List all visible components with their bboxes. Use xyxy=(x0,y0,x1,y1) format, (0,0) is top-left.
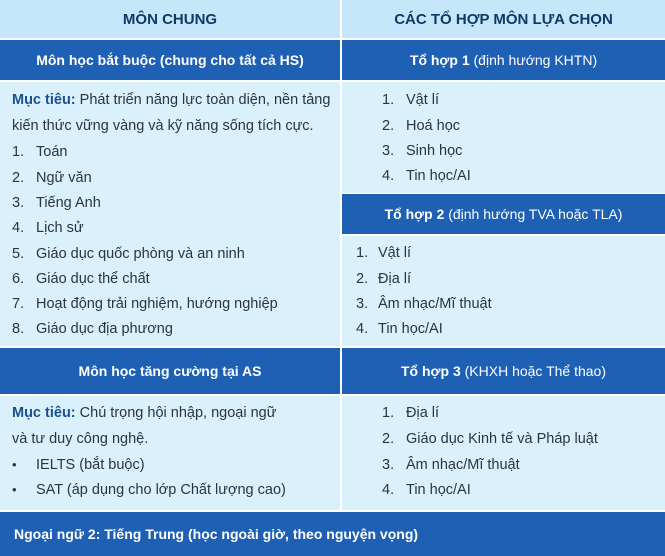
list-item xyxy=(356,245,411,261)
bullet-icon: • xyxy=(12,482,17,497)
enhanced-goal-line-1 xyxy=(12,405,276,421)
list-number: 4. xyxy=(382,168,395,184)
list-item xyxy=(12,144,67,160)
list-item xyxy=(356,321,443,337)
enhanced-goal-text-1: Chú trọng hội nhập, ngoại ngữ xyxy=(75,405,277,421)
list-label: Âm nhạc/Mĩ thuật xyxy=(378,296,492,312)
list-item xyxy=(12,271,150,287)
required-subjects-title: Môn học bắt buộc (chung cho tất cả HS) xyxy=(36,52,304,68)
list-label: Sinh học xyxy=(406,143,463,159)
list-label: Hoá học xyxy=(406,118,461,134)
enhanced-goal-label: Mục tiêu: xyxy=(12,405,76,421)
combo-1-panel xyxy=(342,82,665,193)
header-elective-combos: CÁC TỔ HỢP MÔN LỰA CHỌN xyxy=(342,0,665,38)
list-item xyxy=(382,118,460,134)
list-number: 6. xyxy=(12,271,25,287)
list-number: 4. xyxy=(356,321,369,337)
list-label: Giáo dục quốc phòng và an ninh xyxy=(36,246,245,262)
list-label: Tin học/AI xyxy=(406,482,471,498)
list-label: Vật lí xyxy=(406,92,440,108)
list-item xyxy=(12,170,92,186)
list-item xyxy=(382,405,439,421)
combo-2-name: Tổ hợp 2 xyxy=(384,206,445,222)
enhanced-goal-line-2: và tư duy công nghệ. xyxy=(12,431,149,447)
list-number: 7. xyxy=(12,296,25,312)
list-item xyxy=(382,431,598,447)
required-goal-text-1: Phát triển năng lực toàn diện, nền tảng xyxy=(75,92,331,108)
list-item xyxy=(12,457,145,473)
list-number: 4. xyxy=(382,482,395,498)
combo-2-bar xyxy=(342,194,665,234)
list-item xyxy=(382,92,439,108)
list-item xyxy=(356,271,411,287)
list-label: IELTS (bắt buộc) xyxy=(36,457,145,473)
list-number: 3. xyxy=(382,143,395,159)
header-common-subjects: MÔN CHUNG xyxy=(0,0,340,38)
combo-1-orientation: (định hướng KHTN) xyxy=(473,52,598,68)
combo-2-panel xyxy=(342,236,665,346)
list-number: 1. xyxy=(382,405,395,421)
list-label: Giáo dục thể chất xyxy=(36,271,150,287)
list-item xyxy=(12,246,245,262)
list-label: Âm nhạc/Mĩ thuật xyxy=(406,457,520,473)
bullet-icon: • xyxy=(12,457,17,472)
list-label: Tiếng Anh xyxy=(36,195,101,211)
list-label: Địa lí xyxy=(378,271,412,287)
required-goal-label: Mục tiêu: xyxy=(12,92,76,108)
enhanced-subjects-bar xyxy=(0,348,340,394)
required-subjects-bar xyxy=(0,40,340,80)
list-item xyxy=(12,195,101,211)
combo-3-panel xyxy=(342,396,665,510)
list-label: SAT (áp dụng cho lớp Chất lượng cao) xyxy=(36,482,286,498)
list-label: Tin học/AI xyxy=(378,321,443,337)
list-number: 2. xyxy=(356,271,369,287)
combo-1-name: Tổ hợp 1 xyxy=(409,52,470,68)
list-number: 8. xyxy=(12,321,25,337)
list-label: Giáo dục Kinh tế và Pháp luật xyxy=(406,431,598,447)
list-item xyxy=(12,321,173,337)
list-number: 3. xyxy=(356,296,369,312)
list-number: 2. xyxy=(382,118,395,134)
list-number: 2. xyxy=(12,170,25,186)
list-label: Hoạt động trải nghiệm, hướng nghiệp xyxy=(36,296,278,312)
combo-3-name: Tổ hợp 3 xyxy=(401,363,461,379)
second-language-text: Ngoại ngữ 2: Tiếng Trung (học ngoài giờ, theo nguyện vọng) xyxy=(14,526,419,542)
combo-3-bar xyxy=(342,348,665,394)
combo-1-bar xyxy=(342,40,665,80)
required-goal-line-1 xyxy=(12,92,330,108)
list-number: 2. xyxy=(382,431,395,447)
list-item xyxy=(12,296,278,312)
combo-2-orientation: (định hướng TVA hoặc TLA) xyxy=(448,206,623,222)
required-subjects-panel xyxy=(0,82,340,346)
list-label: Lịch sử xyxy=(36,220,84,236)
list-item xyxy=(382,482,471,498)
list-number: 1. xyxy=(356,245,369,261)
list-label: Giáo dục địa phương xyxy=(36,321,173,337)
list-number: 5. xyxy=(12,246,25,262)
list-label: Vật lí xyxy=(378,245,412,261)
list-label: Địa lí xyxy=(406,405,440,421)
enhanced-subjects-panel xyxy=(0,396,340,510)
list-item xyxy=(382,168,471,184)
combo-3-orientation: (KHXH hoặc Thể thao) xyxy=(464,363,606,379)
list-item xyxy=(382,143,462,159)
list-item xyxy=(12,482,286,498)
list-number: 3. xyxy=(382,457,395,473)
list-item xyxy=(382,457,520,473)
enhanced-subjects-title: Môn học tăng cường tại AS xyxy=(78,363,262,379)
required-goal-line-2: kiến thức vững vàng và kỹ năng sống tích cực. xyxy=(12,118,314,134)
list-label: Ngữ văn xyxy=(36,170,92,186)
list-item xyxy=(12,220,84,236)
list-label: Toán xyxy=(36,144,68,160)
second-language-bar xyxy=(0,512,665,556)
list-number: 1. xyxy=(12,144,25,160)
list-label: Tin học/AI xyxy=(406,168,471,184)
list-number: 4. xyxy=(12,220,25,236)
list-number: 3. xyxy=(12,195,25,211)
list-number: 1. xyxy=(382,92,395,108)
list-item xyxy=(356,296,492,312)
